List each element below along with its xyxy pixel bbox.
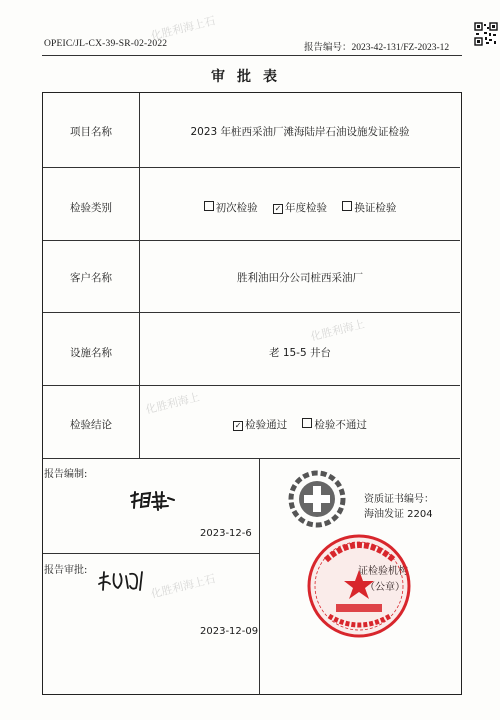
approver-signature — [96, 568, 156, 594]
section-divider — [259, 458, 260, 695]
report-number: 报告编号：2023-42-131/FZ-2023-12 — [304, 43, 450, 53]
checkbox-icon[interactable] — [302, 418, 312, 428]
table-row-project — [43, 93, 460, 168]
client-value: 胜利油田分公司桩西采油厂 — [237, 272, 363, 284]
watermark-decoration: 化胜利海上 — [309, 317, 366, 344]
category-label: 检验类别 — [70, 202, 112, 214]
table-row-conclusion — [43, 385, 460, 459]
header-rule — [42, 55, 462, 56]
option-fail[interactable]: 检验不通过 — [302, 419, 367, 431]
table-row-client — [43, 240, 460, 313]
facility-value: 老 15-5 井台 — [268, 347, 331, 359]
table-row-category — [43, 167, 460, 241]
compile-label: 报告编制: — [44, 469, 88, 480]
approve-label: 报告审批: — [44, 565, 88, 576]
option-initial[interactable]: 初次检验 — [204, 202, 258, 214]
page-title: 审批表 — [211, 69, 289, 85]
checkbox-checked-icon[interactable]: ✓ — [274, 204, 282, 213]
qr-code-icon — [474, 22, 498, 46]
approve-date: 2023-12-09 — [200, 626, 259, 637]
checkbox-icon[interactable] — [204, 201, 214, 211]
conclusion-label: 检验结论 — [70, 419, 112, 431]
compiler-signature — [128, 488, 178, 514]
watermark-decoration: 化胜利海上 — [144, 390, 201, 417]
client-label: 客户名称 — [70, 272, 112, 284]
project-value: 2023 年桩西采油厂滩海陆岸石油设施发证检验 — [190, 126, 410, 138]
checkbox-icon[interactable] — [342, 201, 352, 211]
document-code: OPEIC/JL-CX-39-SR-02-2022 — [44, 39, 168, 49]
project-label: 项目名称 — [70, 126, 112, 138]
conclusion-options — [141, 417, 459, 432]
certificate-number: 海油发证 2204 — [364, 509, 433, 520]
organization-logo-icon — [286, 468, 348, 530]
certificate-label: 资质证书编号： — [364, 494, 434, 505]
option-renewal[interactable]: 换证检验 — [342, 202, 396, 214]
checkbox-checked-icon[interactable]: ✓ — [234, 421, 242, 430]
compile-date: 2023-12-6 — [200, 528, 252, 539]
option-pass[interactable]: ✓ 检验通过 — [234, 419, 288, 431]
table-row-facility — [43, 312, 460, 386]
option-annual[interactable]: ✓ 年度检验 — [274, 202, 327, 214]
facility-label: 设施名称 — [70, 347, 112, 359]
watermark-decoration: 化胜利海上石 — [149, 572, 217, 601]
watermark-decoration: 化胜利海上石 — [149, 14, 217, 43]
category-options — [141, 200, 459, 215]
official-seal-stamp — [304, 530, 414, 642]
compile-divider — [43, 553, 260, 554]
